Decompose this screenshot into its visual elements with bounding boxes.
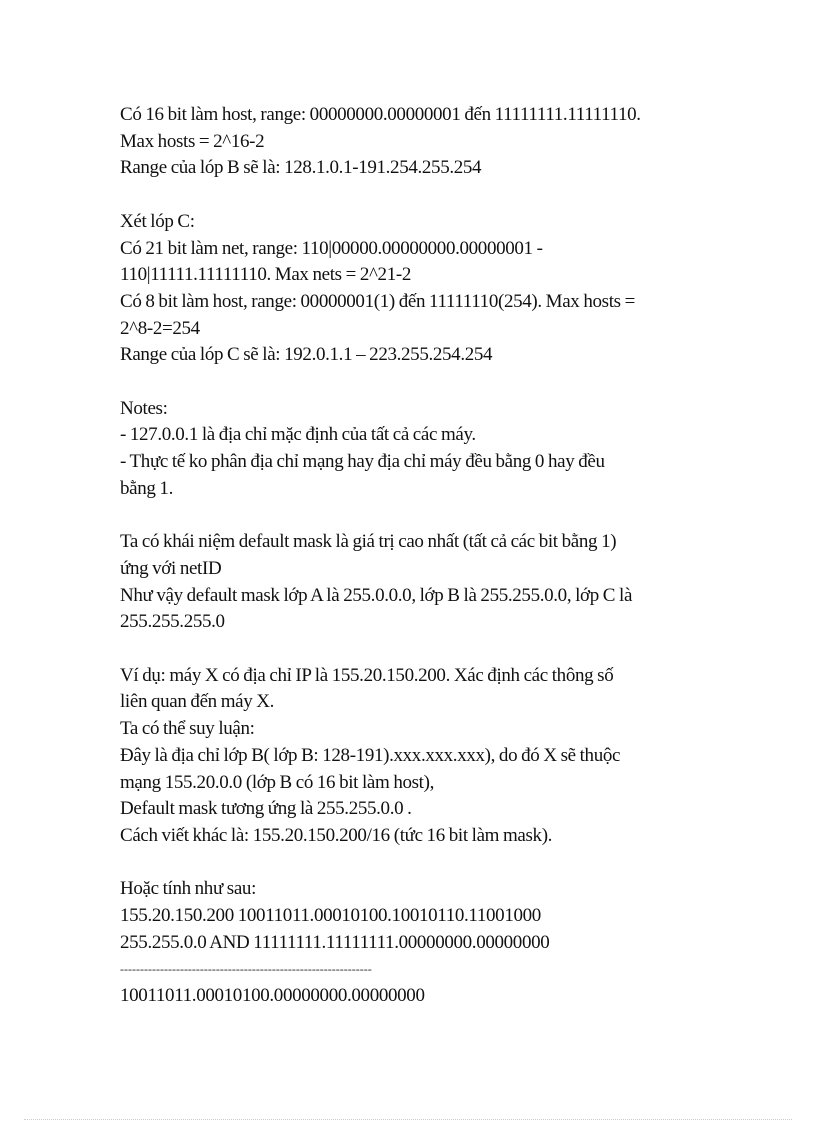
text-line: - Thực tế ko phân địa chỉ mạng hay địa chỉ máy đều bằng 0 hay đều [120,451,605,473]
text-line: Notes: [120,397,168,419]
page-bottom-border [24,1119,792,1121]
text-line: 155.20.150.200 10011011.00010100.10010110.11001000 [120,905,541,927]
text-line: Range của lóp B sẽ là: 128.1.0.1-191.254.255.254 [120,157,482,179]
text-line: liên quan đến máy X. [120,691,275,713]
text-line: 255.255.255.0 [120,611,225,633]
text-line: 255.255.0.0 AND 11111111.11111111.00000000.00000000 [120,931,550,953]
document-page [120,102,710,1010]
calculation-separator: --------------------------------------------------------------- [120,962,372,977]
text-line: bằng 1. [120,477,173,499]
text-line: Đây là địa chỉ lớp B( lớp B: 128-191).xxx.xxx.xxx), do đó X sẽ thuộc [120,744,621,766]
paragraph-default-mask [120,529,710,636]
text-line: Xét lóp C: [120,210,195,232]
text-line: 2^8-2=254 [120,317,200,339]
text-line: Như vậy default mask lớp A là 255.0.0.0, lớp B là 255.255.0.0, lớp C là [120,584,633,606]
paragraph-class-c [120,209,710,369]
text-line: Range của lóp C sẽ là: 192.0.1.1 – 223.255.254.254 [120,344,493,366]
text-line: Có 8 bit làm host, range: 00000001(1) đến 11111110(254). Max hosts = [120,290,635,312]
text-line: Ta có thể suy luận: [120,718,255,740]
text-line: mạng 155.20.0.0 (lớp B có 16 bit làm host), [120,771,434,793]
text-line: - 127.0.0.1 là địa chỉ mặc định của tất cả các máy. [120,424,476,446]
text-line: Có 21 bit làm net, range: 110|00000.00000000.00000001 - [120,237,543,259]
text-line: Ta có khái niệm default mask là giá trị cao nhất (tất cả các bit bằng 1) [120,531,617,553]
paragraph-notes [120,396,710,503]
text-line: Ví dụ: máy X có địa chỉ IP là 155.20.150.200. Xác định các thông số [120,664,614,686]
paragraph-class-b-hosts [120,102,710,182]
text-line: ứng với netID [120,557,222,579]
text-line: Default mask tương ứng là 255.255.0.0 . [120,798,412,820]
text-line: Cách viết khác là: 155.20.150.200/16 (tức 16 bit làm mask). [120,824,553,846]
text-line: 110|11111.11111110. Max nets = 2^21-2 [120,264,411,286]
paragraph-example [120,663,710,850]
text-line: Hoặc tính như sau: [120,878,256,900]
text-line: Có 16 bit làm host, range: 00000000.00000001 đến 11111111.11111110. [120,104,641,125]
text-line: Max hosts = 2^16-2 [120,130,265,152]
calculation-result: 10011011.00010100.00000000.00000000 [120,985,425,1007]
paragraph-and-calculation [120,876,710,1010]
